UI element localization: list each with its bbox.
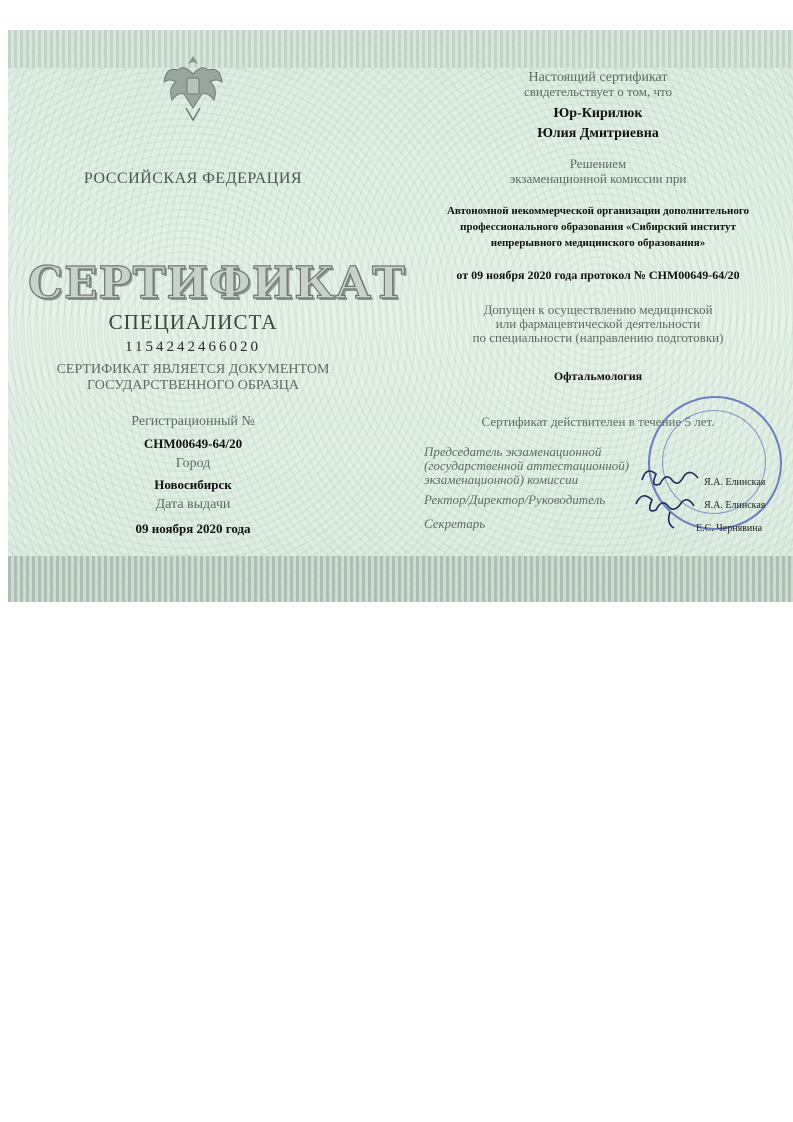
certificate-subtitle: СПЕЦИАЛИСТА: [108, 310, 278, 334]
coat-of-arms-icon: [158, 48, 228, 128]
holder-surname: Юр-Кирилюк: [553, 106, 643, 121]
decision-line1: Решением: [569, 156, 627, 171]
doc-status-line2: ГОСУДАРСТВЕННОГО ОБРАЗЦА: [87, 378, 299, 393]
secretary-label: Секретарь: [424, 516, 486, 531]
organization-line1: Автономной некоммерческой организации дополнительного: [446, 205, 750, 217]
intro-line1: Настоящий сертификат: [528, 70, 668, 85]
city-label: Город: [175, 456, 211, 471]
admission-line3: по специальности (направлению подготовки): [472, 330, 724, 345]
organization-line2: профессионального образования «Сибирский институт: [460, 221, 736, 233]
chair-signatory: Я.А. Елинская: [704, 477, 766, 488]
decision-line2: экзаменационной комиссии при: [509, 171, 687, 186]
doc-status-line1: СЕРТИФИКАТ ЯВЛЯЕТСЯ ДОКУМЕНТОМ: [56, 362, 330, 377]
guilloche-band-top: [8, 30, 793, 68]
city-value: Новосибирск: [154, 477, 232, 492]
intro-line2: свидетельствует о том, что: [523, 84, 673, 99]
rector-signature: [630, 488, 702, 532]
validity-line: Сертификат действителен в течение 5 лет.: [481, 414, 715, 429]
certificate-title: СЕРТИФИКАТ: [28, 258, 406, 309]
chair-line3: экзаменационной) комиссии: [424, 472, 579, 487]
issue-date-value: 09 ноября 2020 года: [135, 521, 251, 536]
reg-number-value: СНМ00649-64/20: [143, 436, 243, 451]
specialty-value: Офтальмология: [553, 369, 643, 383]
certificate-number: 1154242466020: [125, 339, 261, 355]
organization-line3: непрерывного медицинского образования»: [490, 237, 706, 249]
admission-line1: Допущен к осуществлению медицинской: [483, 302, 713, 317]
certificate: [8, 30, 793, 602]
holder-name: Юлия Дмитриевна: [537, 126, 659, 141]
protocol-line: от 09 ноября 2020 года протокол № СНМ00649-64/20: [456, 268, 740, 282]
rector-label: Ректор/Директор/Руководитель: [424, 492, 606, 507]
guilloche-band-bottom: [8, 556, 793, 602]
chair-line2: (государственной аттестационной): [424, 458, 630, 473]
chair-line1: Председатель экзаменационной: [424, 444, 602, 459]
country-label: РОССИЙСКАЯ ФЕДЕРАЦИЯ: [83, 170, 303, 187]
admission-line2: или фармацевтической деятельности: [495, 316, 701, 331]
reg-number-label: Регистрационный №: [131, 414, 255, 429]
rector-signatory: Я.А. Елинская: [704, 500, 766, 511]
secretary-signatory: Е.С. Чернявина: [696, 523, 763, 534]
issue-date-label: Дата выдачи: [155, 497, 231, 512]
